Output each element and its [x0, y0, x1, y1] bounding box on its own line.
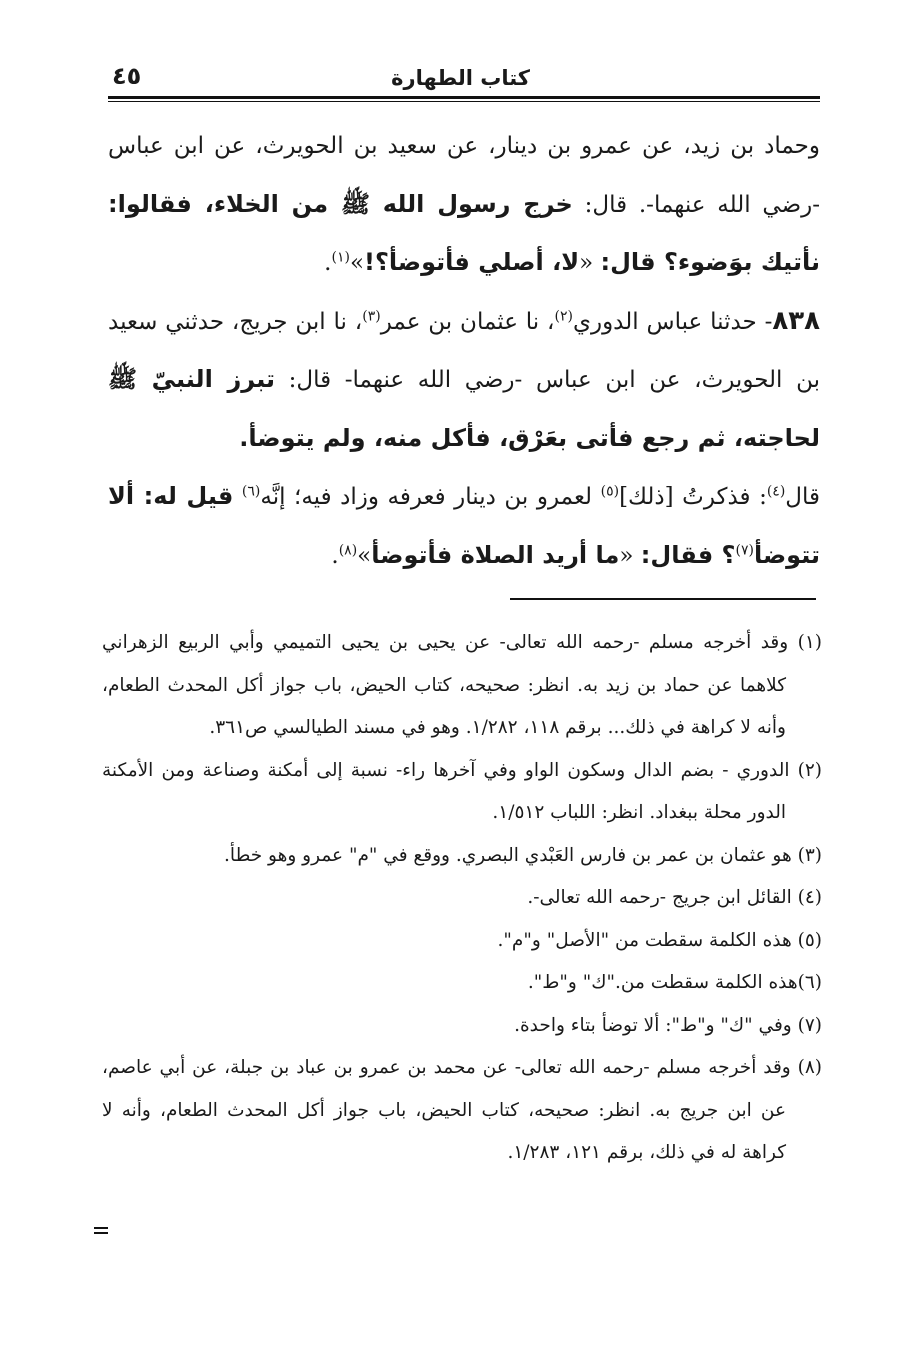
footnotes [102, 622, 822, 1175]
footnote-separator [510, 598, 816, 600]
running-title: كتاب الطهارة [391, 66, 530, 90]
footnote-ref: (٧) [735, 541, 754, 558]
footnote-1: (١) وقد أخرجه مسلم -رحمه الله تعالى- عن يحيى بن يحيى التميمي وأبي الربيع الزهراني كلاهما عن حماد بن زيد به. انظر: صحيحه، كتاب الحيض، باب جواز أكل المحدث الطعام، وأنه لا كراهة في ذلك... برقم ١١٨، ١/٢٨٢. وهو في مسند الطيالسي ص٣٦١. [102, 632, 822, 738]
footnote-2: (٢) الدوري - بضم الدال وسكون الواو وفي آخرها راء- نسبة إلى أمكنة وصناعة ومن الأمكنة الدور محلة ببغداد. انظر: اللباب ١/٥١٢. [102, 759, 822, 823]
paragraph-continuation: وحماد بن زيد، عن عمرو بن دينار، عن سعيد بن الحويرث، عن ابن عباس -رضي الله عنهما-. قال: خرج رسول الله ﷺ من الخلاء، فقالوا: نأتيك بوَضوء؟ قال: «لا، أصلي فأتوضأ؟!»$^{(١)}$. [108, 133, 821, 276]
footnote-8: (٨) وقد أخرجه مسلم -رحمه الله تعالى- عن محمد بن عمرو بن عباد بن جبلة، عن أبي عاصم، عن ابن جريج به. انظر: صحيحه، كتاب الحيض، باب جواز أكل المحدث الطعام، وأنه لا كراهة له في ذلك، برقم ١٢١، ١/٢٨٣. [102, 1057, 822, 1163]
page-number: ٤٥ [112, 62, 142, 90]
footnote-7: (٧) وفي "ك" و"ط": ألا توضأ بتاء واحدة. [514, 1014, 822, 1036]
page-header [108, 58, 820, 98]
footnote-ref: (٨) [338, 541, 358, 558]
hadith-838: ٨٣٨- حدثنا عباس الدوري$^{(٢)}$، نا عثمان بن عمر$^{(٣)}$، نا ابن جريج، حدثني سعيد بن الحويرث، عن ابن عباس -رضي الله عنهما- قال: تبرز النبيّ ﷺ لحاجته، ثم رجع فأتى بعَرْق، فأكل منه، ولم يتوضأ. [108, 305, 821, 452]
footnote-6: (٦)هذه الكلمة سقطت من."ك" و"ط". [527, 972, 822, 993]
hadith-number: ٨٣٨ [772, 305, 821, 336]
header-rule-thin [108, 101, 820, 102]
footnote-ref: (٤) [766, 483, 786, 500]
paragraph-addition: قال$^{(٤)}$: فذكرتُ [ذلك]$^{(٥)}$ لعمرو بن دينار فعرفه وزاد فيه؛ إنَّه$^{(٦)}$ قيل له: ألا تتوضأ$^{(٧)}$؟ فقال: «ما أريد الصلاة فأتوضأ»$^{(٨)}$. [108, 482, 821, 569]
footnote-4: (٤) القائل ابن جريج -رحمه الله تعالى-. [527, 887, 822, 908]
end-mark [94, 1227, 108, 1237]
main-text [108, 118, 820, 585]
footnote-ref: (٥) [600, 483, 620, 500]
footnote-ref: (٦) [241, 483, 261, 500]
footnote-ref: (٣) [362, 307, 381, 324]
footnote-ref: (٢) [554, 307, 573, 324]
footnote-5: (٥) هذه الكلمة سقطت من "الأصل" و"م". [497, 929, 822, 951]
header-rule-thick [108, 96, 820, 99]
footnote-ref: (١) [331, 249, 350, 266]
footnote-3: (٣) هو عثمان بن عمر بن فارس العَبْدي البصري. ووقع في "م" عمرو وهو خطأ. [224, 844, 822, 866]
